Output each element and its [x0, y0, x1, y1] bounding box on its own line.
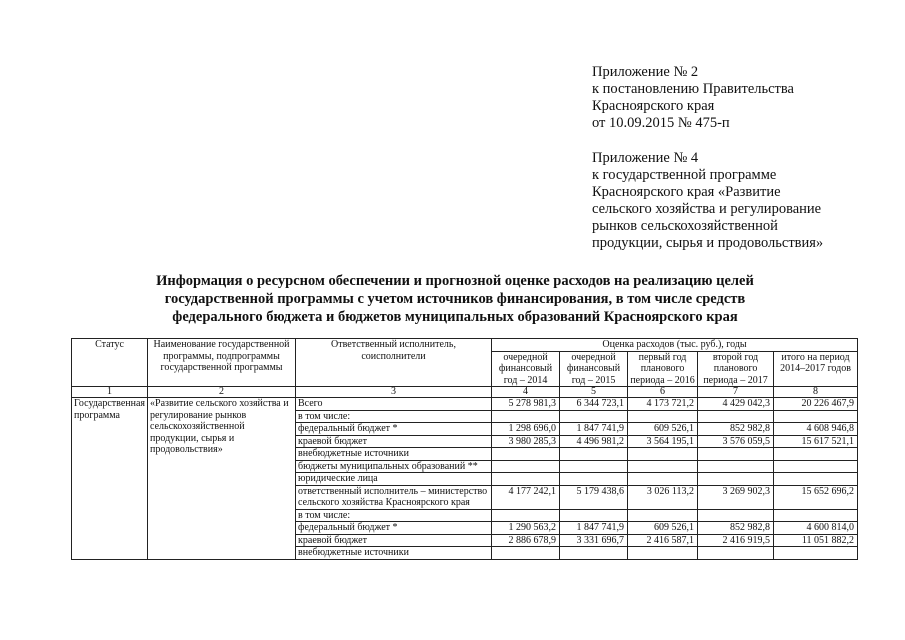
value-cell: 4 600 814,0 [774, 522, 858, 535]
appendix-2-line: от 10.09.2015 № 475-п [592, 115, 730, 131]
value-cell [560, 460, 628, 473]
header-estimate: Оценка расходов (тыс. руб.), годы [492, 339, 858, 352]
table-row [72, 398, 858, 411]
appendix-2-header [592, 64, 794, 132]
value-cell [492, 473, 560, 486]
value-cell [628, 460, 698, 473]
value-cell: 2 886 678,9 [492, 534, 560, 547]
header-status: Статус [72, 339, 148, 387]
value-cell: 3 564 195,1 [628, 435, 698, 448]
value-cell: 5 179 438,6 [560, 485, 628, 509]
value-cell: 6 344 723,1 [560, 398, 628, 411]
value-cell: 4 496 981,2 [560, 435, 628, 448]
value-cell: 3 576 059,5 [698, 435, 774, 448]
appendix-4-line: рынков сельскохозяйственной [592, 218, 778, 234]
funding-source-cell: ответственный исполнитель – министерство сельского хозяйства Красноярского края [296, 485, 492, 509]
value-cell [560, 448, 628, 461]
value-cell [492, 547, 560, 560]
funding-source-cell: в том числе: [296, 410, 492, 423]
value-cell [774, 547, 858, 560]
column-index: 3 [296, 387, 492, 398]
value-cell [560, 547, 628, 560]
value-cell [628, 547, 698, 560]
value-cell: 15 652 696,2 [774, 485, 858, 509]
column-index: 6 [628, 387, 698, 398]
header-year-2017: второй год планового периода – 2017 [698, 351, 774, 387]
appendix-4-header [592, 150, 823, 252]
value-cell [698, 410, 774, 423]
appendix-4-line: Приложение № 4 [592, 150, 699, 166]
value-cell: 3 269 902,3 [698, 485, 774, 509]
value-cell [492, 509, 560, 522]
header-name: Наименование государственной программы, подпрограммы государственной программы [148, 339, 296, 387]
value-cell: 20 226 467,9 [774, 398, 858, 411]
value-cell [698, 509, 774, 522]
funding-source-cell: Всего [296, 398, 492, 411]
appendix-2-line: Красноярского края [592, 98, 715, 114]
column-index: 5 [560, 387, 628, 398]
funding-source-cell: внебюджетные источники [296, 547, 492, 560]
value-cell [698, 547, 774, 560]
value-cell [774, 473, 858, 486]
value-cell [492, 410, 560, 423]
value-cell: 4 608 946,8 [774, 423, 858, 436]
table-body [72, 398, 858, 560]
status-cell: Государственная программа [72, 398, 148, 560]
value-cell: 5 278 981,3 [492, 398, 560, 411]
value-cell: 609 526,1 [628, 522, 698, 535]
value-cell: 4 173 721,2 [628, 398, 698, 411]
program-name-cell: «Развитие сельского хозяйства и регулирование рынков сельскохозяйственной продукции, сырья и продовольствия» [148, 398, 296, 560]
value-cell: 609 526,1 [628, 423, 698, 436]
funding-source-cell: краевой бюджет [296, 534, 492, 547]
value-cell [774, 448, 858, 461]
value-cell [560, 509, 628, 522]
value-cell: 2 416 587,1 [628, 534, 698, 547]
value-cell: 852 982,8 [698, 423, 774, 436]
value-cell: 852 982,8 [698, 522, 774, 535]
value-cell [774, 509, 858, 522]
resource-table [71, 338, 858, 560]
value-cell [628, 410, 698, 423]
value-cell: 2 416 919,5 [698, 534, 774, 547]
value-cell: 1 298 696,0 [492, 423, 560, 436]
value-cell: 15 617 521,1 [774, 435, 858, 448]
funding-source-cell: федеральный бюджет * [296, 522, 492, 535]
value-cell: 1 847 741,9 [560, 423, 628, 436]
value-cell: 4 177 242,1 [492, 485, 560, 509]
funding-source-cell: краевой бюджет [296, 435, 492, 448]
appendix-4-line: к государственной программе [592, 167, 777, 183]
header-total: итого на период 2014–2017 годов [774, 351, 858, 387]
value-cell: 3 331 696,7 [560, 534, 628, 547]
funding-source-cell: федеральный бюджет * [296, 423, 492, 436]
funding-source-cell: внебюджетные источники [296, 448, 492, 461]
column-index: 4 [492, 387, 560, 398]
title-line: федерального бюджета и бюджетов муниципальных образований Красноярского края [172, 309, 738, 325]
column-index: 7 [698, 387, 774, 398]
value-cell [698, 473, 774, 486]
value-cell: 4 429 042,3 [698, 398, 774, 411]
value-cell [492, 448, 560, 461]
header-year-2014: очередной финансовый год – 2014 [492, 351, 560, 387]
value-cell: 3 980 285,3 [492, 435, 560, 448]
funding-source-cell: юридические лица [296, 473, 492, 486]
title-line: Информация о ресурсном обеспечении и прогнозной оценке расходов на реализацию целей [156, 273, 754, 289]
column-index: 2 [148, 387, 296, 398]
appendix-4-line: Красноярского края «Развитие [592, 184, 781, 200]
funding-source-cell: в том числе: [296, 509, 492, 522]
appendix-2-line: к постановлению Правительства [592, 81, 794, 97]
value-cell [628, 473, 698, 486]
value-cell [628, 448, 698, 461]
value-cell [774, 410, 858, 423]
value-cell: 11 051 882,2 [774, 534, 858, 547]
value-cell: 1 847 741,9 [560, 522, 628, 535]
value-cell: 1 290 563,2 [492, 522, 560, 535]
column-index: 1 [72, 387, 148, 398]
document-title [60, 272, 850, 326]
value-cell: 3 026 113,2 [628, 485, 698, 509]
appendix-4-line: сельского хозяйства и регулирование [592, 201, 822, 217]
appendix-4-line: продукции, сырья и продовольствия» [592, 235, 824, 251]
header-year-2016: первый год планового периода – 2016 [628, 351, 698, 387]
header-executor: Ответственный исполнитель, соисполнители [296, 339, 492, 387]
value-cell [492, 460, 560, 473]
title-line: государственной программы с учетом источников финансирования, в том числе средств [164, 291, 746, 307]
column-index: 8 [774, 387, 858, 398]
value-cell [628, 509, 698, 522]
value-cell [698, 460, 774, 473]
value-cell [698, 448, 774, 461]
funding-source-cell: бюджеты муниципальных образований ** [296, 460, 492, 473]
header-year-2015: очередной финансовый год – 2015 [560, 351, 628, 387]
value-cell [560, 473, 628, 486]
appendix-2-line: Приложение № 2 [592, 64, 699, 80]
value-cell [774, 460, 858, 473]
value-cell [560, 410, 628, 423]
